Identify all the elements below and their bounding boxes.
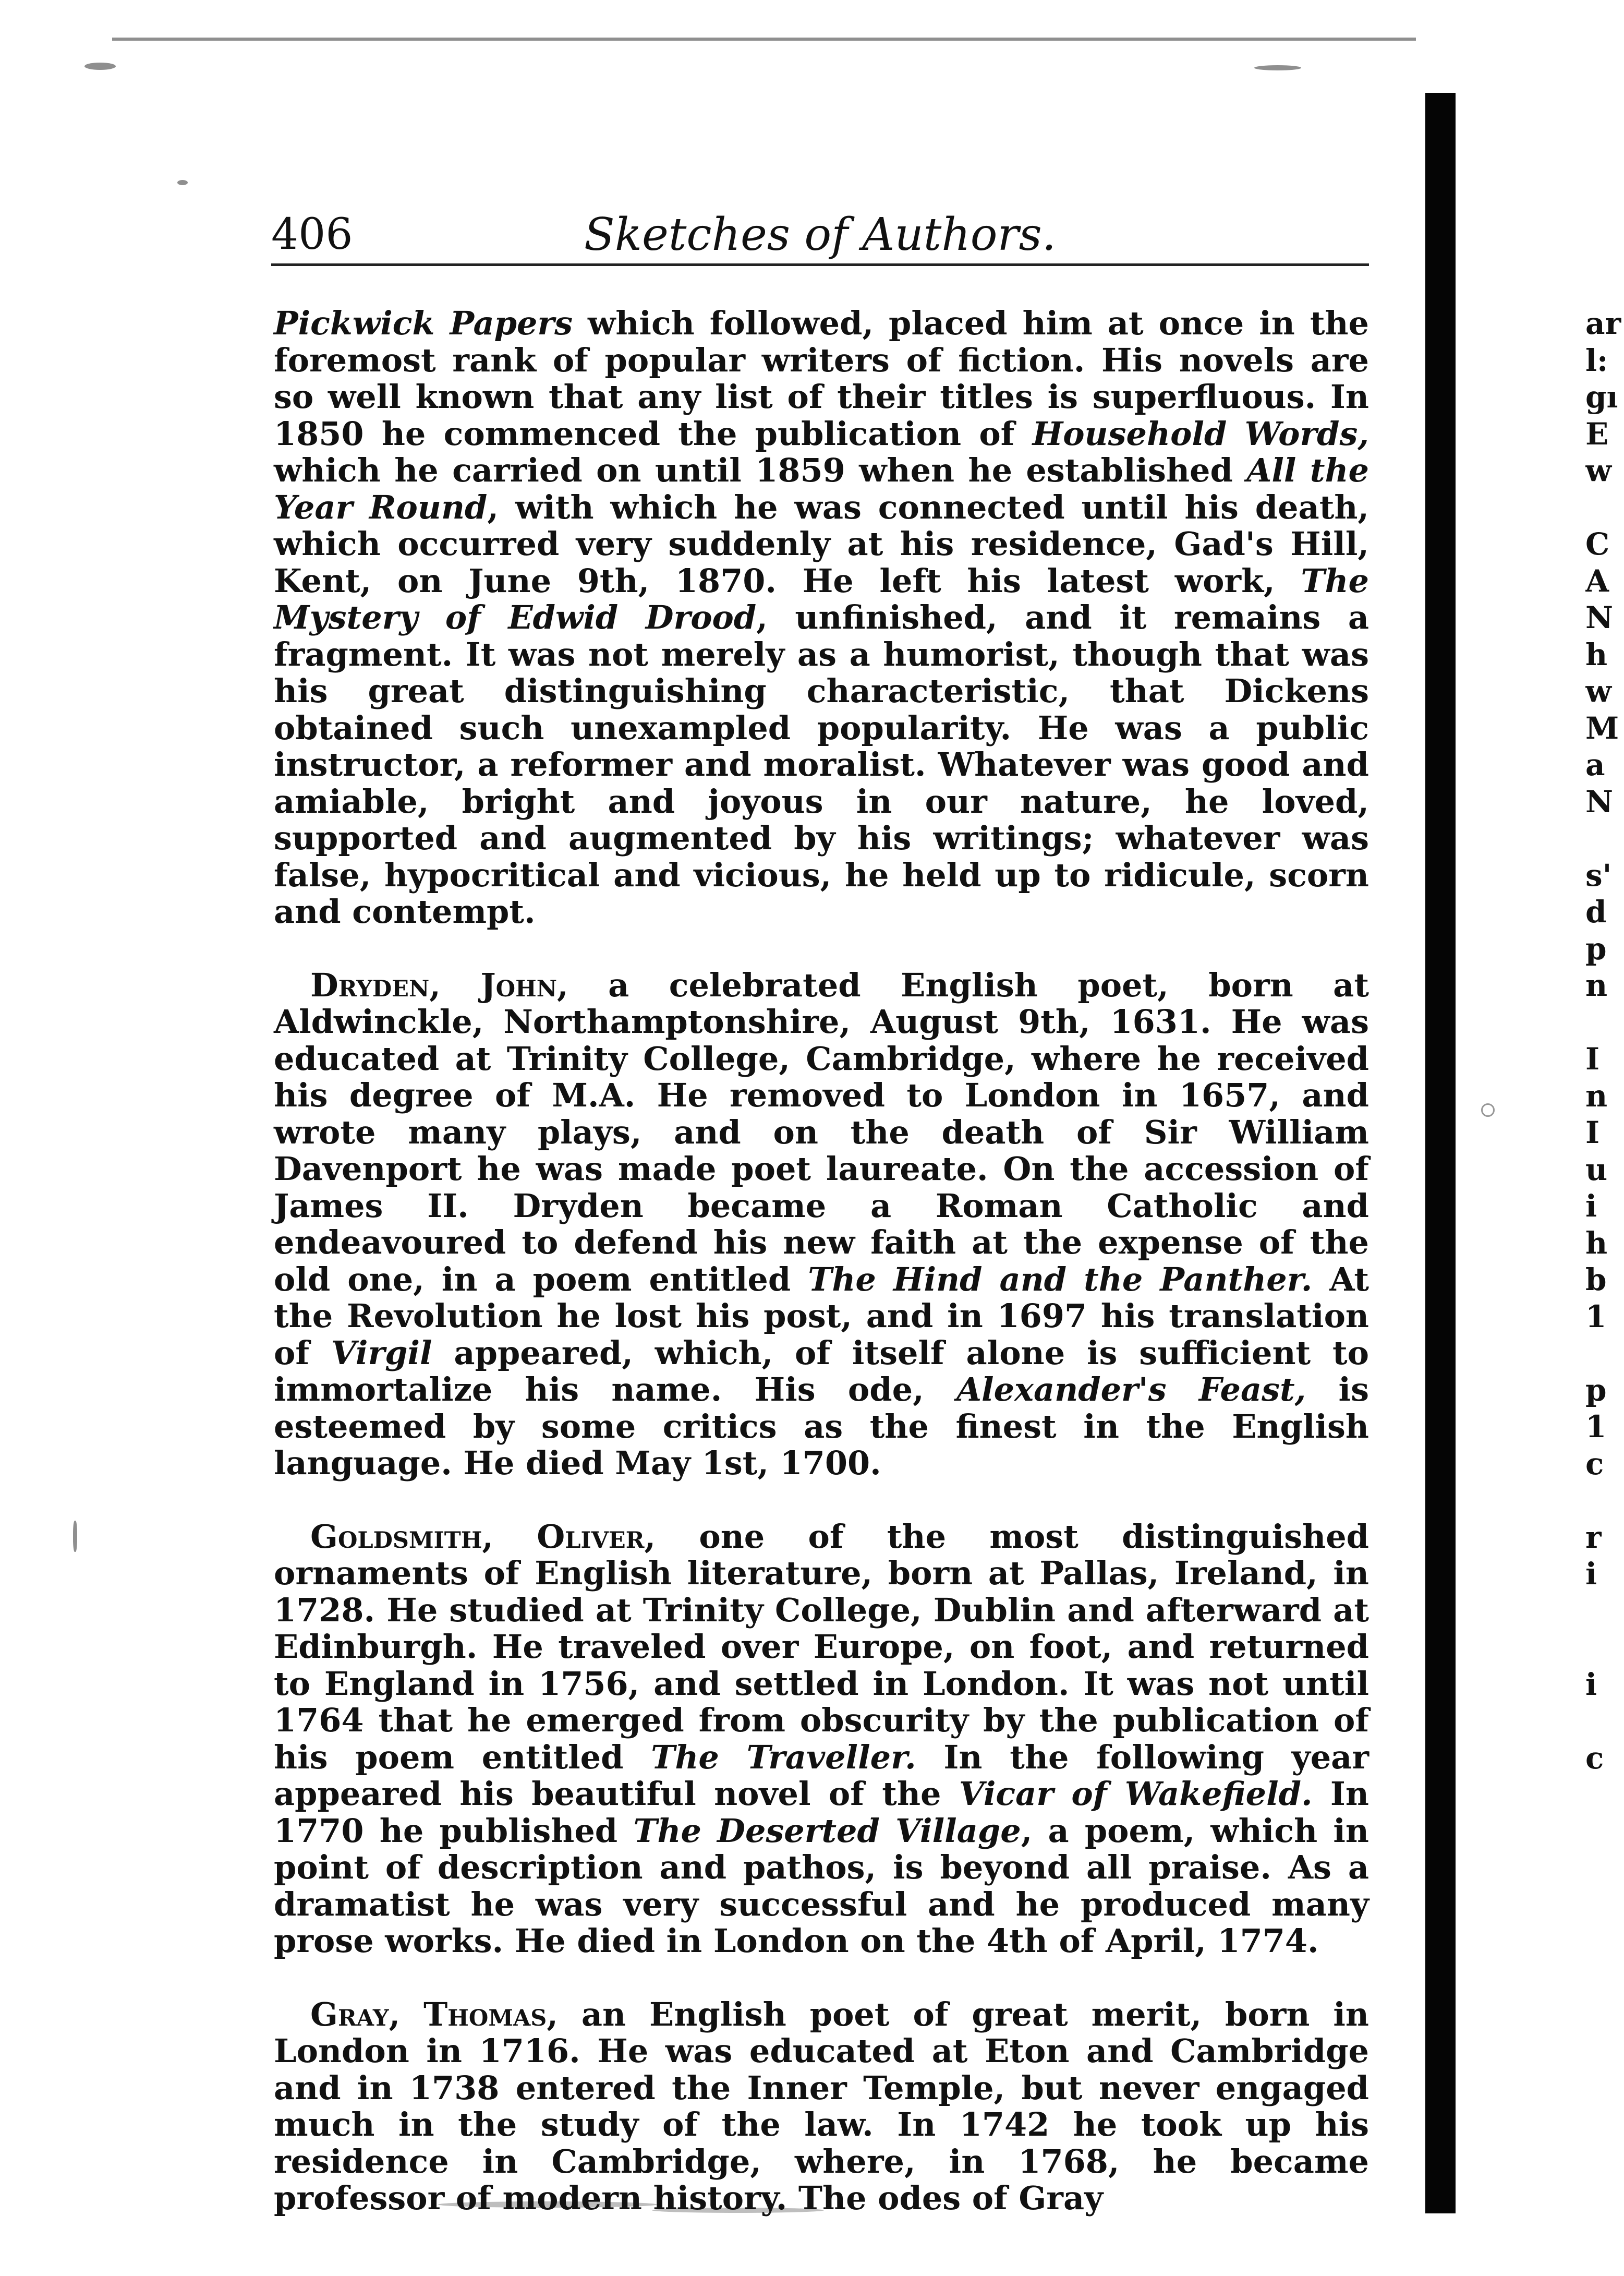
- adjacent-page-fragment: gı: [1585, 379, 1618, 415]
- entry-text: which followed, placed him at once in the foremost rank of popular writers of fiction. His novels are so well known that any list of their titles is superfluous. In 1850 he commenced the publication of: [274, 304, 1369, 453]
- adjacent-page-fragment: [1585, 1482, 1624, 1519]
- scan-speck: [84, 63, 116, 70]
- running-head: [271, 206, 1369, 266]
- work-title: Household Words,: [1032, 414, 1370, 453]
- entry-text: At the Revolution he lost his post, and in 1697 his translation of: [274, 1260, 1369, 1372]
- adjacent-page-fragment: M: [1585, 710, 1619, 746]
- scan-speck: [1254, 65, 1301, 70]
- adjacent-page-fragment: [1585, 1335, 1624, 1372]
- adjacent-page-fragment: [1585, 1004, 1624, 1041]
- adjacent-page-fragment: ar: [1585, 306, 1621, 341]
- page-number: 406: [271, 210, 353, 259]
- adjacent-page-fragment: I: [1585, 1041, 1600, 1077]
- work-title: Virgil: [331, 1333, 432, 1372]
- adjacent-page-fragment: N: [1585, 600, 1614, 635]
- adjacent-page-fragment: p: [1585, 931, 1607, 967]
- adjacent-page-fragment: 1: [1585, 1298, 1607, 1334]
- adjacent-page-fragment: A: [1585, 563, 1609, 599]
- work-title: Alexander's Feast,: [956, 1370, 1306, 1408]
- adjacent-page-fragment: h: [1585, 1225, 1608, 1261]
- work-title: Vicar of Wakefield.: [959, 1775, 1313, 1813]
- entry-text: , with which he was connected until his death, which occurred very suddenly at his residence, Gad's Hill, Kent, on June 9th, 1870. He left his latest work,: [274, 488, 1370, 600]
- adjacent-page-fragment: 1: [1585, 1409, 1607, 1444]
- author-name: Dryden, John,: [310, 966, 568, 1004]
- adjacent-page-fragment: l:: [1585, 342, 1608, 378]
- adjacent-page-fragment: w: [1585, 673, 1611, 709]
- book-spine-shadow: [1425, 93, 1456, 2213]
- entry-dryden: [274, 967, 1369, 1482]
- adjacent-page-edge: [1585, 305, 1624, 1776]
- work-title: All the Year Round: [274, 451, 1369, 526]
- entry-text: , a poem, which in point of description and pathos, is beyond all praise. As a dramatist he was very successful and he produced many prose works. He died in London on the 4th of April, 1774.: [274, 1811, 1370, 1960]
- adjacent-page-fragment: c: [1585, 1740, 1604, 1776]
- scan-speck: [1481, 1103, 1495, 1117]
- entry-text: In the following year appeared his beautiful novel of the: [274, 1738, 1370, 1813]
- entry-text: an English poet of great merit, born in London in 1716. He was educated at Eton and Cambridge and in 1738 entered the Inner Temple, but never engaged much in the study of the law. In 1742 he took up his residence in Cambridge, where, in 1768, he became professor of modern history. The odes of Gray: [274, 1995, 1370, 2217]
- adjacent-page-fragment: [1585, 1703, 1624, 1740]
- adjacent-page-fragment: b: [1585, 1262, 1607, 1297]
- work-title: The Mystery of Edwid Drood: [274, 561, 1369, 636]
- entry-dickens-continued: [274, 305, 1369, 931]
- adjacent-page-fragment: [1585, 489, 1624, 526]
- author-name: Goldsmith, Oliver,: [310, 1517, 656, 1556]
- adjacent-page-fragment: a: [1585, 747, 1605, 782]
- entry-text: a celebrated English poet, born at Aldwinckle, Northamptonshire, August 9th, 1631. He was educated at Trinity College, Cambridge, where he received his degree of M.A. He removed to London in 1657, and wrote many plays, and on the death of Sir William Davenport he was made poet laureate. On the accession of James II. Dryden became a Roman Catholic and endeavoured to defend his new faith at the expense of the old one, in a poem entitled: [274, 966, 1369, 1298]
- scan-speck: [73, 1521, 77, 1552]
- running-title: Sketches of Authors.: [584, 209, 1057, 261]
- entry-text: appeared, which, of itself alone is sufficient to immortalize his name. His ode,: [274, 1333, 1370, 1408]
- entry-text: , unfinished, and it remains a fragment. It was not merely as a humorist, though that was his great distinguishing characteristic, that Dickens obtained such unexampled popularity. He was a public instructor, a reformer and moralist. Whatever was good and amiable, bright and joyous in our nature, he loved, supported and augmented by his writings; whatever was false, hypocritical and vicious, he held up to ridicule, scorn and contempt.: [274, 598, 1369, 931]
- adjacent-page-fragment: [1585, 1593, 1624, 1630]
- adjacent-page-fragment: n: [1585, 968, 1608, 1003]
- work-title: The Deserted Village: [633, 1811, 1021, 1850]
- adjacent-page-fragment: [1585, 820, 1624, 857]
- text-column: [274, 305, 1369, 2254]
- scan-speck: [177, 180, 188, 185]
- adjacent-page-fragment: [1585, 1629, 1624, 1666]
- entry-text: In 1770 he published: [274, 1775, 1369, 1850]
- entry-text: one of the most distinguished ornaments of English literature, born at Pallas, Ireland, in 1728. He studied at Trinity College, Dublin and afterward at Edinburgh. He traveled over Europe, on foot, and returned to England in 1756, and settled in London. It was not until 1764 that he emerged from obscurity by the publication of his poem entitled: [274, 1517, 1369, 1776]
- work-title: Pickwick Papers: [274, 304, 573, 342]
- entry-text: which he carried on until 1859 when he established: [274, 451, 1247, 489]
- scan-top-edge-artifact: [112, 38, 1416, 41]
- work-title: The Hind and the Panther.: [808, 1260, 1313, 1298]
- entry-text: is esteemed by some critics as the finest in the English language. He died May 1st, 1700.: [274, 1370, 1370, 1482]
- adjacent-page-fragment: i: [1585, 1556, 1597, 1592]
- adjacent-page-fragment: p: [1585, 1372, 1607, 1408]
- entry-goldsmith: [274, 1519, 1369, 1960]
- adjacent-page-fragment: c: [1585, 1446, 1604, 1482]
- adjacent-page-fragment: C: [1585, 526, 1610, 562]
- work-title: The Traveller.: [651, 1738, 916, 1776]
- adjacent-page-fragment: I: [1585, 1115, 1600, 1150]
- adjacent-page-fragment: i: [1585, 1666, 1597, 1702]
- adjacent-page-fragment: N: [1585, 784, 1614, 820]
- adjacent-page-fragment: u: [1585, 1151, 1608, 1187]
- entry-gray: [274, 1996, 1369, 2217]
- adjacent-page-fragment: E: [1585, 416, 1609, 452]
- adjacent-page-fragment: d: [1585, 894, 1607, 930]
- adjacent-page-fragment: w: [1585, 453, 1611, 488]
- adjacent-page-fragment: r: [1585, 1519, 1602, 1555]
- adjacent-page-fragment: i: [1585, 1188, 1597, 1224]
- author-name: Gray, Thomas,: [310, 1995, 558, 2033]
- adjacent-page-fragment: s': [1585, 857, 1612, 893]
- adjacent-page-fragment: h: [1585, 636, 1608, 672]
- adjacent-page-fragment: n: [1585, 1078, 1608, 1114]
